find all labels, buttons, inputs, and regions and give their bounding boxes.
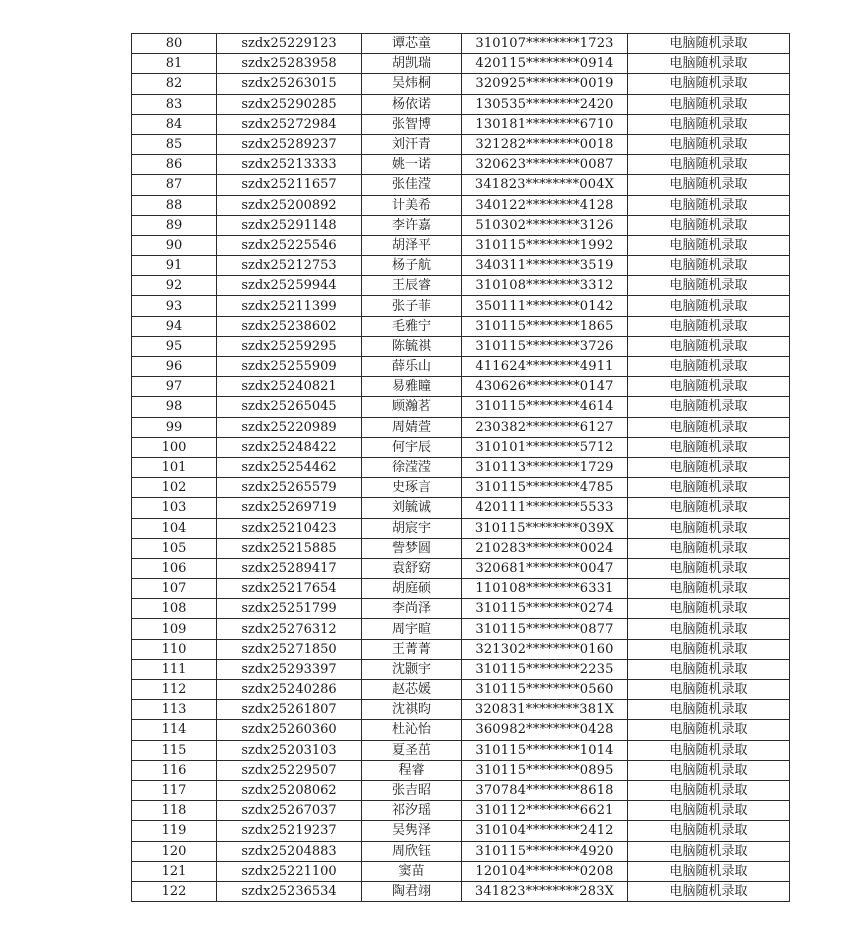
admission-method-cell: 电脑随机录取 bbox=[628, 235, 790, 255]
admission-method-cell: 电脑随机录取 bbox=[628, 619, 790, 639]
student-name-cell: 谭芯童 bbox=[362, 34, 462, 54]
table-row bbox=[132, 619, 790, 639]
admission-method-cell: 电脑随机录取 bbox=[628, 256, 790, 276]
row-number-cell: 119 bbox=[132, 821, 217, 841]
exam-id-cell: szdx25200892 bbox=[217, 195, 362, 215]
id-card-cell: 370784********8618 bbox=[462, 780, 628, 800]
id-card-cell: 310115********0560 bbox=[462, 680, 628, 700]
admission-method-cell: 电脑随机录取 bbox=[628, 841, 790, 861]
exam-id-cell: szdx25240821 bbox=[217, 377, 362, 397]
id-card-cell: 230382********6127 bbox=[462, 417, 628, 437]
student-name-cell: 窦苗 bbox=[362, 861, 462, 881]
admission-method-cell: 电脑随机录取 bbox=[628, 861, 790, 881]
table-row bbox=[132, 155, 790, 175]
student-name-cell: 顾瀚茗 bbox=[362, 397, 462, 417]
row-number-cell: 89 bbox=[132, 215, 217, 235]
id-card-cell: 120104********0208 bbox=[462, 861, 628, 881]
student-name-cell: 何宇辰 bbox=[362, 437, 462, 457]
exam-id-cell: szdx25240286 bbox=[217, 680, 362, 700]
table-row bbox=[132, 316, 790, 336]
table-row bbox=[132, 639, 790, 659]
table-row bbox=[132, 235, 790, 255]
row-number-cell: 103 bbox=[132, 498, 217, 518]
exam-id-cell: szdx25213333 bbox=[217, 155, 362, 175]
admission-method-cell: 电脑随机录取 bbox=[628, 881, 790, 901]
row-number-cell: 120 bbox=[132, 841, 217, 861]
exam-id-cell: szdx25255909 bbox=[217, 357, 362, 377]
row-number-cell: 102 bbox=[132, 478, 217, 498]
row-number-cell: 98 bbox=[132, 397, 217, 417]
row-number-cell: 100 bbox=[132, 437, 217, 457]
student-name-cell: 陈毓祺 bbox=[362, 336, 462, 356]
id-card-cell: 320831********381X bbox=[462, 700, 628, 720]
table-row bbox=[132, 256, 790, 276]
id-card-cell: 310115********2235 bbox=[462, 659, 628, 679]
id-card-cell: 340311********3519 bbox=[462, 256, 628, 276]
student-name-cell: 刘毓诚 bbox=[362, 498, 462, 518]
table-row bbox=[132, 114, 790, 134]
row-number-cell: 116 bbox=[132, 760, 217, 780]
student-name-cell: 胡泽平 bbox=[362, 235, 462, 255]
student-name-cell: 杨依诺 bbox=[362, 94, 462, 114]
admission-method-cell: 电脑随机录取 bbox=[628, 538, 790, 558]
exam-id-cell: szdx25236534 bbox=[217, 881, 362, 901]
student-name-cell: 张子菲 bbox=[362, 296, 462, 316]
table-row bbox=[132, 175, 790, 195]
admission-method-cell: 电脑随机录取 bbox=[628, 74, 790, 94]
admission-method-cell: 电脑随机录取 bbox=[628, 134, 790, 154]
row-number-cell: 122 bbox=[132, 881, 217, 901]
admission-method-cell: 电脑随机录取 bbox=[628, 478, 790, 498]
admission-method-cell: 电脑随机录取 bbox=[628, 801, 790, 821]
exam-id-cell: szdx25269719 bbox=[217, 498, 362, 518]
exam-id-cell: szdx25291148 bbox=[217, 215, 362, 235]
table-row bbox=[132, 34, 790, 54]
table-row bbox=[132, 780, 790, 800]
student-name-cell: 杨子航 bbox=[362, 256, 462, 276]
admission-method-cell: 电脑随机录取 bbox=[628, 114, 790, 134]
exam-id-cell: szdx25211657 bbox=[217, 175, 362, 195]
table-row bbox=[132, 54, 790, 74]
student-name-cell: 张智博 bbox=[362, 114, 462, 134]
id-card-cell: 420115********0914 bbox=[462, 54, 628, 74]
id-card-cell: 310115********039X bbox=[462, 518, 628, 538]
student-name-cell: 李尚泽 bbox=[362, 599, 462, 619]
id-card-cell: 310115********0895 bbox=[462, 760, 628, 780]
admission-method-cell: 电脑随机录取 bbox=[628, 740, 790, 760]
row-number-cell: 109 bbox=[132, 619, 217, 639]
student-name-cell: 易雅瞳 bbox=[362, 377, 462, 397]
table-row bbox=[132, 841, 790, 861]
id-card-cell: 340122********4128 bbox=[462, 195, 628, 215]
row-number-cell: 105 bbox=[132, 538, 217, 558]
table-row bbox=[132, 478, 790, 498]
admission-method-cell: 电脑随机录取 bbox=[628, 599, 790, 619]
exam-id-cell: szdx25248422 bbox=[217, 437, 362, 457]
table-row bbox=[132, 134, 790, 154]
exam-id-cell: szdx25272984 bbox=[217, 114, 362, 134]
row-number-cell: 104 bbox=[132, 518, 217, 538]
table-row bbox=[132, 94, 790, 114]
student-name-cell: 周宇暄 bbox=[362, 619, 462, 639]
exam-id-cell: szdx25259295 bbox=[217, 336, 362, 356]
exam-id-cell: szdx25261807 bbox=[217, 700, 362, 720]
exam-id-cell: szdx25283958 bbox=[217, 54, 362, 74]
exam-id-cell: szdx25225546 bbox=[217, 235, 362, 255]
table-row bbox=[132, 680, 790, 700]
exam-id-cell: szdx25220989 bbox=[217, 417, 362, 437]
row-number-cell: 86 bbox=[132, 155, 217, 175]
table-row bbox=[132, 357, 790, 377]
admission-method-cell: 电脑随机录取 bbox=[628, 357, 790, 377]
exam-id-cell: szdx25265045 bbox=[217, 397, 362, 417]
id-card-cell: 341823********004X bbox=[462, 175, 628, 195]
admission-method-cell: 电脑随机录取 bbox=[628, 720, 790, 740]
exam-id-cell: szdx25254462 bbox=[217, 457, 362, 477]
row-number-cell: 117 bbox=[132, 780, 217, 800]
table-row bbox=[132, 700, 790, 720]
exam-id-cell: szdx25251799 bbox=[217, 599, 362, 619]
id-card-cell: 210283********0024 bbox=[462, 538, 628, 558]
admission-method-cell: 电脑随机录取 bbox=[628, 215, 790, 235]
admission-method-cell: 电脑随机录取 bbox=[628, 276, 790, 296]
row-number-cell: 93 bbox=[132, 296, 217, 316]
student-name-cell: 王菁菁 bbox=[362, 639, 462, 659]
id-card-cell: 310115********3726 bbox=[462, 336, 628, 356]
row-number-cell: 110 bbox=[132, 639, 217, 659]
admission-method-cell: 电脑随机录取 bbox=[628, 155, 790, 175]
table-row bbox=[132, 276, 790, 296]
id-card-cell: 310101********5712 bbox=[462, 437, 628, 457]
table-row bbox=[132, 720, 790, 740]
admission-method-cell: 电脑随机录取 bbox=[628, 175, 790, 195]
row-number-cell: 81 bbox=[132, 54, 217, 74]
row-number-cell: 113 bbox=[132, 700, 217, 720]
row-number-cell: 121 bbox=[132, 861, 217, 881]
id-card-cell: 310115********4920 bbox=[462, 841, 628, 861]
exam-id-cell: szdx25271850 bbox=[217, 639, 362, 659]
row-number-cell: 95 bbox=[132, 336, 217, 356]
row-number-cell: 92 bbox=[132, 276, 217, 296]
admission-method-cell: 电脑随机录取 bbox=[628, 498, 790, 518]
student-name-cell: 姚一诺 bbox=[362, 155, 462, 175]
id-card-cell: 130535********2420 bbox=[462, 94, 628, 114]
admission-method-cell: 电脑随机录取 bbox=[628, 54, 790, 74]
student-name-cell: 沈祺昀 bbox=[362, 700, 462, 720]
admission-method-cell: 电脑随机录取 bbox=[628, 417, 790, 437]
table-row bbox=[132, 579, 790, 599]
row-number-cell: 80 bbox=[132, 34, 217, 54]
id-card-cell: 310104********2412 bbox=[462, 821, 628, 841]
admission-method-cell: 电脑随机录取 bbox=[628, 316, 790, 336]
table-row bbox=[132, 377, 790, 397]
id-card-cell: 321302********0160 bbox=[462, 639, 628, 659]
admission-method-cell: 电脑随机录取 bbox=[628, 579, 790, 599]
row-number-cell: 87 bbox=[132, 175, 217, 195]
row-number-cell: 85 bbox=[132, 134, 217, 154]
exam-id-cell: szdx25265579 bbox=[217, 478, 362, 498]
id-card-cell: 110108********6331 bbox=[462, 579, 628, 599]
admission-method-cell: 电脑随机录取 bbox=[628, 700, 790, 720]
student-name-cell: 胡凯瑞 bbox=[362, 54, 462, 74]
table-row bbox=[132, 296, 790, 316]
id-card-cell: 411624********4911 bbox=[462, 357, 628, 377]
exam-id-cell: szdx25212753 bbox=[217, 256, 362, 276]
row-number-cell: 88 bbox=[132, 195, 217, 215]
admission-method-cell: 电脑随机录取 bbox=[628, 780, 790, 800]
row-number-cell: 84 bbox=[132, 114, 217, 134]
id-card-cell: 310115********0877 bbox=[462, 619, 628, 639]
student-name-cell: 沈颢宇 bbox=[362, 659, 462, 679]
student-name-cell: 张吉昭 bbox=[362, 780, 462, 800]
student-name-cell: 杜沁怡 bbox=[362, 720, 462, 740]
table-row bbox=[132, 336, 790, 356]
table-row bbox=[132, 801, 790, 821]
exam-id-cell: szdx25276312 bbox=[217, 619, 362, 639]
admission-method-cell: 电脑随机录取 bbox=[628, 195, 790, 215]
student-name-cell: 薛乐山 bbox=[362, 357, 462, 377]
student-name-cell: 程睿 bbox=[362, 760, 462, 780]
id-card-cell: 130181********6710 bbox=[462, 114, 628, 134]
table-row bbox=[132, 740, 790, 760]
student-name-cell: 吴炜桐 bbox=[362, 74, 462, 94]
id-card-cell: 320623********0087 bbox=[462, 155, 628, 175]
exam-id-cell: szdx25290285 bbox=[217, 94, 362, 114]
admission-method-cell: 电脑随机录取 bbox=[628, 558, 790, 578]
table-row bbox=[132, 599, 790, 619]
row-number-cell: 106 bbox=[132, 558, 217, 578]
exam-id-cell: szdx25219237 bbox=[217, 821, 362, 841]
exam-id-cell: szdx25221100 bbox=[217, 861, 362, 881]
table-row bbox=[132, 659, 790, 679]
table-row bbox=[132, 195, 790, 215]
id-card-cell: 420111********5533 bbox=[462, 498, 628, 518]
table-row bbox=[132, 881, 790, 901]
student-name-cell: 吴隽泽 bbox=[362, 821, 462, 841]
exam-id-cell: szdx25211399 bbox=[217, 296, 362, 316]
id-card-cell: 310115********1865 bbox=[462, 316, 628, 336]
admission-table-body bbox=[132, 34, 790, 902]
admission-method-cell: 电脑随机录取 bbox=[628, 336, 790, 356]
student-name-cell: 毛雅宁 bbox=[362, 316, 462, 336]
id-card-cell: 310115********1992 bbox=[462, 235, 628, 255]
table-row bbox=[132, 74, 790, 94]
table-row bbox=[132, 215, 790, 235]
student-name-cell: 祁汐瑶 bbox=[362, 801, 462, 821]
table-row bbox=[132, 821, 790, 841]
row-number-cell: 97 bbox=[132, 377, 217, 397]
admission-method-cell: 电脑随机录取 bbox=[628, 377, 790, 397]
id-card-cell: 321282********0018 bbox=[462, 134, 628, 154]
admission-method-cell: 电脑随机录取 bbox=[628, 639, 790, 659]
id-card-cell: 341823********283X bbox=[462, 881, 628, 901]
admission-method-cell: 电脑随机录取 bbox=[628, 437, 790, 457]
id-card-cell: 320925********0019 bbox=[462, 74, 628, 94]
row-number-cell: 101 bbox=[132, 457, 217, 477]
admission-method-cell: 电脑随机录取 bbox=[628, 518, 790, 538]
id-card-cell: 310108********3312 bbox=[462, 276, 628, 296]
exam-id-cell: szdx25263015 bbox=[217, 74, 362, 94]
table-row bbox=[132, 558, 790, 578]
admission-method-cell: 电脑随机录取 bbox=[628, 296, 790, 316]
admission-method-cell: 电脑随机录取 bbox=[628, 34, 790, 54]
row-number-cell: 82 bbox=[132, 74, 217, 94]
student-name-cell: 徐滢滢 bbox=[362, 457, 462, 477]
row-number-cell: 83 bbox=[132, 94, 217, 114]
row-number-cell: 90 bbox=[132, 235, 217, 255]
admission-method-cell: 电脑随机录取 bbox=[628, 659, 790, 679]
row-number-cell: 91 bbox=[132, 256, 217, 276]
id-card-cell: 310107********1723 bbox=[462, 34, 628, 54]
row-number-cell: 114 bbox=[132, 720, 217, 740]
row-number-cell: 108 bbox=[132, 599, 217, 619]
admission-method-cell: 电脑随机录取 bbox=[628, 760, 790, 780]
table-row bbox=[132, 861, 790, 881]
id-card-cell: 430626********0147 bbox=[462, 377, 628, 397]
id-card-cell: 320681********0047 bbox=[462, 558, 628, 578]
exam-id-cell: szdx25289417 bbox=[217, 558, 362, 578]
student-name-cell: 计美希 bbox=[362, 195, 462, 215]
row-number-cell: 112 bbox=[132, 680, 217, 700]
admission-method-cell: 电脑随机录取 bbox=[628, 457, 790, 477]
row-number-cell: 96 bbox=[132, 357, 217, 377]
admission-method-cell: 电脑随机录取 bbox=[628, 94, 790, 114]
student-name-cell: 夏圣茁 bbox=[362, 740, 462, 760]
id-card-cell: 310112********6621 bbox=[462, 801, 628, 821]
student-name-cell: 袁舒窈 bbox=[362, 558, 462, 578]
table-row bbox=[132, 498, 790, 518]
student-name-cell: 陶君翊 bbox=[362, 881, 462, 901]
row-number-cell: 94 bbox=[132, 316, 217, 336]
exam-id-cell: szdx25217654 bbox=[217, 579, 362, 599]
id-card-cell: 310113********1729 bbox=[462, 457, 628, 477]
exam-id-cell: szdx25293397 bbox=[217, 659, 362, 679]
exam-id-cell: szdx25259944 bbox=[217, 276, 362, 296]
student-name-cell: 胡宸宇 bbox=[362, 518, 462, 538]
table-row bbox=[132, 760, 790, 780]
exam-id-cell: szdx25210423 bbox=[217, 518, 362, 538]
exam-id-cell: szdx25229123 bbox=[217, 34, 362, 54]
exam-id-cell: szdx25204883 bbox=[217, 841, 362, 861]
row-number-cell: 118 bbox=[132, 801, 217, 821]
exam-id-cell: szdx25267037 bbox=[217, 801, 362, 821]
table-row bbox=[132, 538, 790, 558]
exam-id-cell: szdx25208062 bbox=[217, 780, 362, 800]
student-name-cell: 赵芯媛 bbox=[362, 680, 462, 700]
exam-id-cell: szdx25260360 bbox=[217, 720, 362, 740]
admission-method-cell: 电脑随机录取 bbox=[628, 680, 790, 700]
table-row bbox=[132, 457, 790, 477]
table-row bbox=[132, 417, 790, 437]
student-name-cell: 胡庭硕 bbox=[362, 579, 462, 599]
id-card-cell: 310115********1014 bbox=[462, 740, 628, 760]
id-card-cell: 360982********0428 bbox=[462, 720, 628, 740]
student-name-cell: 周婧萱 bbox=[362, 417, 462, 437]
row-number-cell: 115 bbox=[132, 740, 217, 760]
row-number-cell: 111 bbox=[132, 659, 217, 679]
exam-id-cell: szdx25203103 bbox=[217, 740, 362, 760]
student-name-cell: 史琢言 bbox=[362, 478, 462, 498]
row-number-cell: 107 bbox=[132, 579, 217, 599]
table-row bbox=[132, 437, 790, 457]
student-name-cell: 李许嘉 bbox=[362, 215, 462, 235]
table-row bbox=[132, 397, 790, 417]
admission-table bbox=[131, 33, 790, 902]
id-card-cell: 350111********0142 bbox=[462, 296, 628, 316]
exam-id-cell: szdx25229507 bbox=[217, 760, 362, 780]
student-name-cell: 刘汗青 bbox=[362, 134, 462, 154]
student-name-cell: 王辰睿 bbox=[362, 276, 462, 296]
student-name-cell: 周欣钰 bbox=[362, 841, 462, 861]
student-name-cell: 訾梦圆 bbox=[362, 538, 462, 558]
table-row bbox=[132, 518, 790, 538]
exam-id-cell: szdx25238602 bbox=[217, 316, 362, 336]
student-name-cell: 张佳滢 bbox=[362, 175, 462, 195]
id-card-cell: 310115********4614 bbox=[462, 397, 628, 417]
exam-id-cell: szdx25215885 bbox=[217, 538, 362, 558]
id-card-cell: 510302********3126 bbox=[462, 215, 628, 235]
admission-method-cell: 电脑随机录取 bbox=[628, 821, 790, 841]
id-card-cell: 310115********0274 bbox=[462, 599, 628, 619]
admission-method-cell: 电脑随机录取 bbox=[628, 397, 790, 417]
id-card-cell: 310115********4785 bbox=[462, 478, 628, 498]
row-number-cell: 99 bbox=[132, 417, 217, 437]
exam-id-cell: szdx25289237 bbox=[217, 134, 362, 154]
